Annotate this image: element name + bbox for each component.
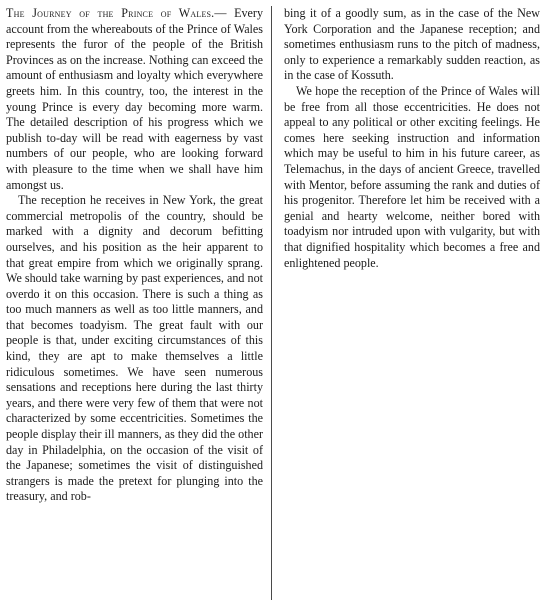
article-paragraph-3: We hope the reception of the Prince of Wales will be free from all those eccentricities. He does not appeal to any political or other exciting feelings. He comes here seeking instruction and information which may be useful to him in his future career, as Telemachus, in the days of ancient Greece, travelled with Mentor, before assuming the rank and duties of his progenitor. Therefore let him be received with a genial and hearty welcome, neither bored with toadyism nor intruded upon with vulgarity, but with that dignified hospitality which becomes a free and enlightened people. bbox=[284, 83, 540, 270]
article-paragraph-1 bbox=[6, 6, 263, 193]
right-column bbox=[284, 6, 540, 271]
column-divider bbox=[271, 6, 272, 600]
article-headline: The Journey of the Prince of Wales.— bbox=[6, 6, 227, 20]
article-paragraph-2-continued: bing it of a goodly sum, as in the case of the New York Corporation and the Japanese reception; and sometimes enthusiasm runs to the pitch of madness, only to experience a remarkably sudden reaction, as in the case of Kossuth. bbox=[284, 6, 540, 83]
paragraph-1-text: Every account from the whereabouts of the Prince of Wales represents the furor of the people of the British Provinces as on the increase. Nothing can exceed the amount of enthusiasm and loyalty which everywhere greets him. In this country, too, the interest in the young Prince is every day becoming more warm. The detailed description of his progress which we publish to-day will be read with eagerness by vast numbers of our people, who are looking forward with pleasure to the time when we shall have him amongst us. bbox=[6, 6, 263, 192]
article-paragraph-2: The reception he receives in New York, the great commercial metropolis of the country, should be marked with a dignity and decorum befitting ourselves, and his position as the heir apparent to that great empire from which we originally sprang. We should take warning by past experiences, and not overdo it on this occasion. There is such a thing as too much manners as well as too little manners, and that becomes toadyism. The great fault with our people is that, under exciting circumstances of this kind, they are apt to make themselves a little ridiculous sometimes. We have seen numerous sensations and receptions here during the last thirty years, and there were very few of them that were not characterized by some eccentricities. Sometimes the people display their ill manners, as they did the other day in Philadelphia, on the occasion of the visit of the Japanese; sometimes the visit of distinguished strangers is made the pretext for plunging into the treasury, and rob- bbox=[6, 193, 263, 504]
left-column bbox=[6, 6, 263, 505]
